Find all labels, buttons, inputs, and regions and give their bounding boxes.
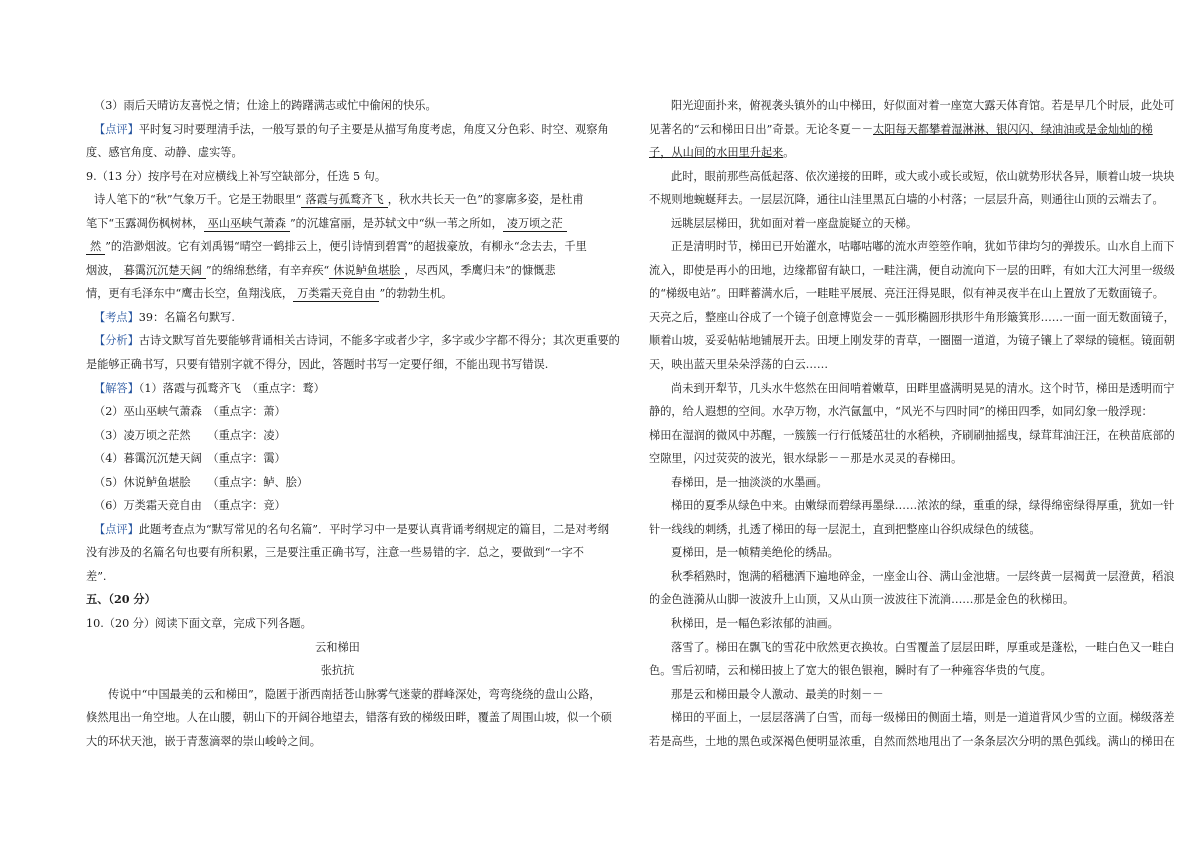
article-paragraph-cont: 倏然甩出一角空地。人在山腰，朝山下的开阔谷地望去，错落有致的梯级田畔，覆盖了周围山坡，似一个硕 [86,711,612,725]
solution-line: （3）凌万顷之茫然 （重点字：凌） [94,428,286,442]
article-paragraph: 梯田的平面上，一层层落满了白雪，而每一级梯田的侧面土墙，则是一道道背风少雪的立面。梯级落差 [671,711,1175,725]
solution-line: （5）休说鲈鱼堪脍 （重点字：鲈、脍） [94,475,309,489]
article-paragraph: 夏梯田，是一帧精美绝伦的绣品。 [671,546,839,560]
review-note-cont: 差”. [86,569,107,583]
article-paragraph: 尚未到开犁节，几头水牛悠然在田间啃着嫩草，田畔里盛满明晃晃的清水。这个时节，梯田是透明而宁 [671,381,1175,395]
article-paragraph-cont: 空隙里，闪过荧荧的波光，银水绿影－－那是水灵灵的春梯田。 [649,452,963,466]
blank-5: 休说鲈鱼堪脍 [329,264,404,279]
article-paragraph: 正是清明时节，梯田已开始灌水，咕嘟咕嘟的流水声箜箜作响，犹如节律均匀的弹拨乐。山水自上而下 [671,240,1175,254]
article-paragraph: 落雪了。梯田在飘飞的雪花中欣然更衣换妆。白雪覆盖了层层田畔，厚重或是蓬松，一畦白色又一畦白 [671,640,1175,654]
question-9-body: 然 ”的浩渺烟波。它有刘禹锡“晴空一鹤排云上，便引诗情到碧霄”的超拔豪放，有柳永“念去去，千里 [86,235,589,259]
article-paragraph: 秋季稻熟时，饱满的稻穗洒下遍地碎金，一座金山谷、满山金池塘。一层终黄一层褐黄一层澄黄，稻浪 [671,569,1175,583]
blank-3-cont: 然 [86,240,105,255]
article-paragraph-cont: 见著名的“云和梯田日出”奇景。无论冬夏－－太阳每天都攀着湿淋淋、银闪闪、绿油油或是金灿灿的梯 [649,122,1153,136]
article-paragraph-cont: 若是高些，土地的黑色或深褐色便明显浓重，自然而然地甩出了一条条层次分明的黑色弧线。满山的梯田在 [649,734,1175,748]
article-paragraph: 那是云和梯田最令人激动、最美的时刻－－ [671,687,884,701]
article-paragraph-cont: 梯田在湿润的微风中苏醒，一簇簇一行行低矮茁壮的水稻秧，齐刷刷抽摇曳，绿茸茸油汪汪，在秧苗底部的 [649,428,1175,442]
review-note-cont: 度、感官角度、动静、虚实等。 [86,146,243,160]
analysis-tag: 【分析】 [94,334,139,348]
article-paragraph: 此时，眼前那些高低起落、依次递接的田畔，或大或小或长或短，依山就势形状各异，顺着山坡一块块 [671,169,1175,183]
kaodian-note: 【考点】39：名篇名句默写. [94,310,235,324]
article-paragraph: 梯田的夏季从绿色中来。由嫩绿而碧绿再墨绿……浓浓的绿，重重的绿，绿得绵密绿得厚重，犹如一针 [671,499,1175,513]
article-author: 张抗抗 [320,664,355,678]
article-paragraph: 阳光迎面扑来，俯视袭头镇外的山中梯田，好似面对着一座宽大露天体育馆。若是早几个时辰，此处可 [671,99,1175,112]
analysis-note: 【分析】古诗文默写首先要能够背诵相关古诗词，不能多字或者少字，多字或少字都不得分；其次更重要的 [94,334,620,348]
blank-2: 巫山巫峡气萧森 [204,217,290,232]
review-tag: 【点评】 [94,522,139,536]
section-heading: 五、（20 分） [86,592,156,607]
question-9-body: 笔下“玉露凋伤枫树林， 巫山巫峡气萧森 ”的沉雄富丽，是苏轼文中“纵一苇之所如， 凌万顷之茫 [86,212,589,236]
article-paragraph-cont: 的“梯级电站”。田畔蓄满水后，一畦畦平展展、亮汪汪得晃眼，似有神灵夜半在山上置放了无数面镜子。 [649,287,1164,301]
article-paragraph-cont: 色。雪后初晴，云和梯田披上了宽大的银色银袍，瞬时有了一种雍容华贵的气度。 [649,664,1052,678]
answer-line: （3）雨后天晴访友喜悦之情；仕途上的踌躇满志或忙中偷闲的快乐。 [94,99,437,112]
article-paragraph: 秋梯田，是一幅色彩浓郁的油画。 [671,617,839,631]
blank-3: 凌万顷之茫 [503,217,567,232]
article-paragraph-cont: 子，从山间的水田里升起来。 [649,146,795,160]
question-9-body: 情，更有毛泽东中“鹰击长空，鱼翔浅底， 万类霜天竞自由 ”的勃勃生机。 [86,287,453,301]
article-paragraph: 传说中“中国最美的云和梯田”，隐匿于浙西南括苍山脉雾气迷蒙的群峰深处，弯弯绕绕的盘山公路， [108,687,601,701]
blank-6: 万类霜天竞自由 [293,287,379,302]
article-paragraph: 远眺层层梯田，犹如面对着一座盘旋疑立的天梯。 [671,216,918,230]
review-note-cont: 没有涉及的名篇名句也要有所积累，三是要注重正确书写，注意一些易错的字．总之，要做到“一字不 [86,546,584,560]
article-paragraph: 春梯田，是一抽淡淡的水墨画。 [671,475,828,489]
solution-tag: 【解答】 [94,381,139,395]
right-column [649,94,1175,753]
article-paragraph-cont: 流入，即使是再小的田地，边缘都留有缺口，一畦注满，便自动流向下一层的田畔，有如大江大河里一级级 [649,263,1175,277]
article-paragraph-cont: 的金色涟漪从山脚一波波升上山顶，又从山顶一波波往下流淌……那是金色的秋梯田。 [649,593,1075,607]
question-9-title: 9.（13 分）按序号在对应横线上补写空缺部分，任选 5 句。 [86,169,387,183]
article-paragraph-cont: 不规则地蜿蜒拜去。一层层沉降，通往山洼里黑瓦白墙的小村落；一层层升高，则通往山顶的云端去了。 [649,193,1164,207]
solution-line: 【解答】（1）落霞与孤鹜齐飞 （重点字：鹜） [94,381,325,395]
article-paragraph-cont: 天，映出蓝天里朵朵浮荡的白云…… [649,358,829,372]
underlined-sentence: 太阳每天都攀着湿淋淋、银闪闪、绿油油或是金灿灿的梯 [873,122,1153,136]
article-paragraph-cont: 针一线线的刺绣，扎透了梯田的每一层泥土，直到把整座山谷织成绿色的绒毯。 [649,522,1041,536]
question-10-title: 10.（20 分）阅读下面文章，完成下列各题。 [86,617,312,631]
kaodian-tag: 【考点】 [94,310,139,324]
blank-4: 暮霭沉沉楚天阔 [120,264,206,279]
article-paragraph-cont: 天亮之后，整座山谷成了一个镜子创意博览会－－弧形椭圆形拱形牛角形簸箕形……一面一面无数面镜子， [649,310,1175,324]
article-paragraph-cont: 顺着山坡，妥妥帖帖地铺展开去。田埂上刚发芽的青草，一圈圈一道道，为镜子镶上了翠绿的镜框。镜面朝 [649,334,1175,348]
solution-line: （2）巫山巫峡气萧森 （重点字：萧） [94,405,286,419]
review-note: 【点评】此题考查点为“默写常见的名句名篇”．平时学习中一是要认真背诵考纲规定的篇目，二是对考纲 [94,522,609,536]
blank-1: 落霞与孤鹜齐飞 [301,193,387,208]
article-title: 云和梯田 [315,640,360,654]
article-paragraph-cont: 静的，给人遐想的空间。水孕万物，水汽氤氲中，“风光不与四时同”的梯田四季，如同幻象一般浮现： [649,405,1153,419]
question-9-body: 烟波， 暮霭沉沉楚天阔 ”的绵绵愁绪，有辛弃疾“ 休说鲈鱼堪脍 ，尽西风，季鹰归未”的慷慨悲 [86,263,556,277]
question-9-body: 诗人笔下的“秋”气象万千。它是王勃眼里“ 落霞与孤鹜齐飞 ，秋水共长天一色”的寥廓多姿，是杜甫 [94,193,584,207]
analysis-note-cont: 是能够正确书写，只要有错别字就不得分，因此，答题时书写一定要仔细，不能出现书写错误. [86,358,549,372]
solution-line: （6）万类霜天竞自由 （重点字：竞） [94,499,286,513]
left-column [86,94,620,753]
solution-line: （4）暮霭沉沉楚天阔 （重点字：霭） [94,452,286,466]
underlined-sentence: 子，从山间的水田里升起来 [649,146,784,160]
article-paragraph-cont: 大的环状天池，嵌于青葱滴翠的崇山峻岭之间。 [86,734,321,748]
review-tag: 【点评】 [94,122,139,136]
review-note: 【点评】平时复习时要理清手法，一般写景的句子主要是从描写角度考虑，角度又分色彩、时空、观察角 [94,122,609,136]
